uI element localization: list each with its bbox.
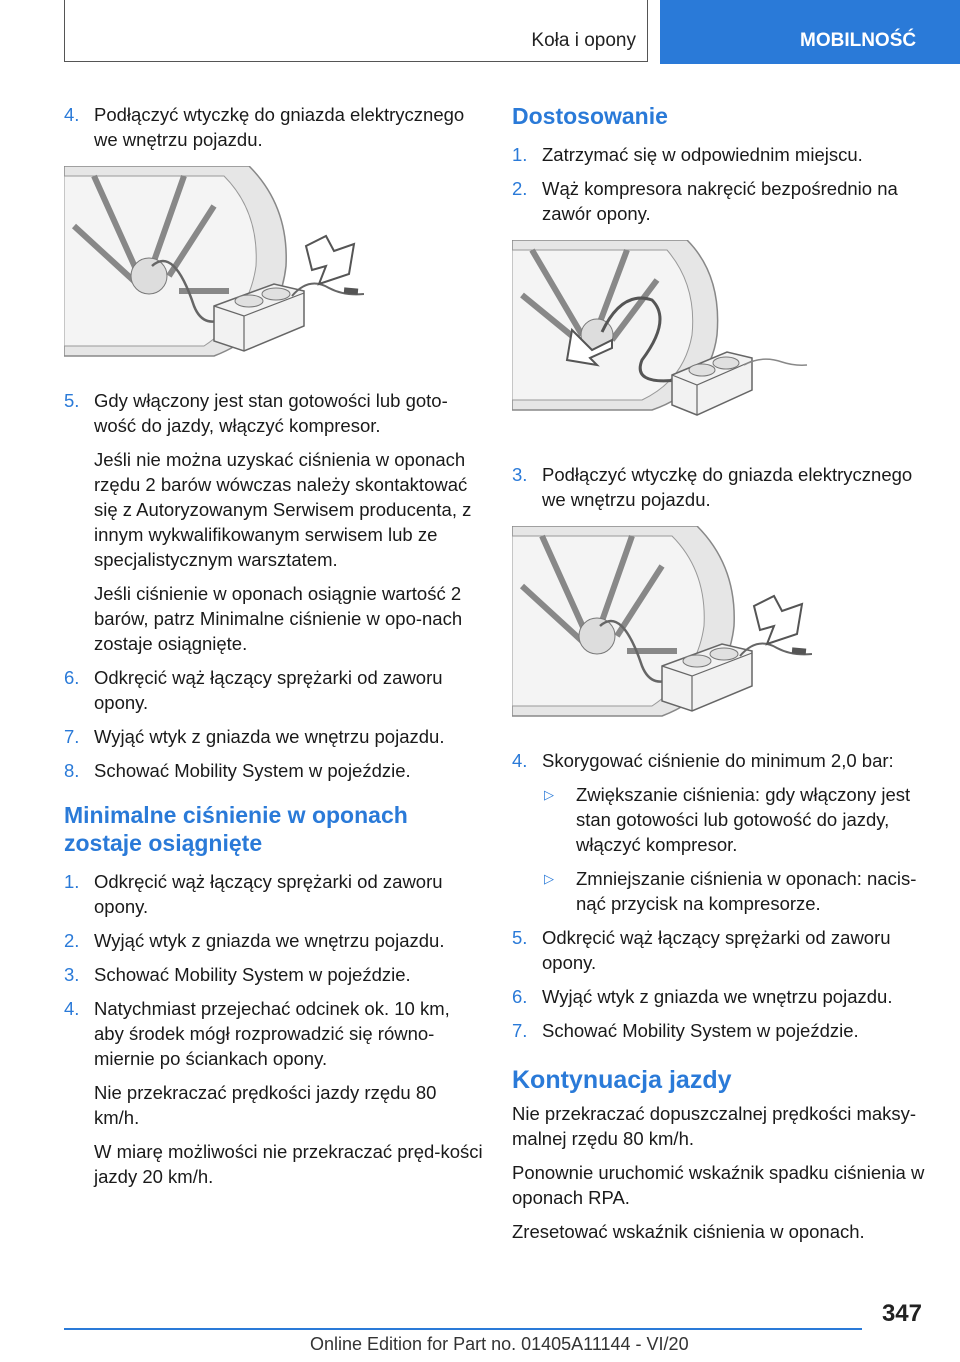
- step-text: Zatrzymać się w odpowiednim miejscu.: [542, 144, 863, 165]
- step-number: 3.: [64, 964, 80, 985]
- step-text: Odkręcić wąż łączący sprężarki od zaworu opony.: [94, 871, 443, 917]
- step-text: Skorygować ciśnienie do minimum 2,0 bar:: [542, 750, 894, 771]
- left-steps-c: [64, 869, 484, 1189]
- step-text: Podłączyć wtyczkę do gniazda elektrycznego we wnętrzu pojazdu.: [94, 104, 465, 150]
- step-text: Natychmiast przejechać odcinek ok. 10 km, aby środek mógł rozprowadzić się równo‐miernie po ściankach opony.: [94, 998, 450, 1069]
- step-number: 4.: [64, 104, 80, 125]
- list-item: [64, 962, 484, 987]
- sub-item: [542, 782, 932, 857]
- list-item: [64, 758, 484, 783]
- footer-divider: [64, 1328, 862, 1330]
- left-steps-b: [64, 388, 484, 783]
- triangle-bullet-icon: ▷: [544, 787, 554, 802]
- list-item: [512, 142, 932, 167]
- step-note: Jeśli ciśnienie w oponach osiągnie wartość 2 barów, patrz Minimalne ciśnienie w opo‐nach zostaje osiągnięte.: [94, 583, 463, 654]
- step-number: 5.: [512, 927, 528, 948]
- page-number: 347: [881, 1300, 922, 1327]
- step-note: W miarę możliwości nie przekraczać pręd‐kości jazdy 20 km/h.: [94, 1141, 483, 1187]
- list-item: [512, 748, 932, 916]
- list-item: [64, 724, 484, 749]
- right-steps-b: [512, 462, 932, 512]
- step-number: 3.: [512, 464, 528, 485]
- list-item: [64, 928, 484, 953]
- header-section-title: Koła i opony: [531, 30, 636, 51]
- section-heading: Minimalne ciśnienie w oponach zostaje osiągnięte: [64, 802, 408, 856]
- step-number: 5.: [64, 390, 80, 411]
- step-note: Nie przekraczać prędkości jazdy rzędu 80 km/h.: [94, 1082, 437, 1128]
- step-text: Wyjąć wtyk z gniazda we wnętrzu pojazdu.: [94, 726, 445, 747]
- list-item: [512, 1018, 932, 1043]
- step-text: Schować Mobility System w pojeździe.: [94, 760, 411, 781]
- left-steps-a: [64, 102, 484, 152]
- right-column: [512, 102, 932, 1253]
- step-number: 7.: [512, 1020, 528, 1041]
- section-heading: Dostosowanie: [512, 103, 668, 129]
- paragraph: Nie przekraczać dopuszczalnej prędkości maksy‐malnej rzędu 80 km/h.: [512, 1103, 917, 1149]
- step-text: Wyjąć wtyk z gniazda we wnętrzu pojazdu.: [542, 986, 893, 1007]
- right-steps-c: [512, 748, 932, 1043]
- step-number: 6.: [512, 986, 528, 1007]
- step-text: Gdy włączony jest stan gotowości lub goto‐wość do jazdy, włączyć kompresor.: [94, 390, 448, 436]
- list-item: [64, 996, 484, 1189]
- step-text: Odkręcić wąż łączący sprężarki od zaworu opony.: [94, 667, 443, 713]
- step-text: Odkręcić wąż łączący sprężarki od zaworu opony.: [542, 927, 891, 973]
- section-heading-large: Kontynuacja jazdy: [512, 1066, 732, 1094]
- sub-item: [542, 866, 932, 916]
- triangle-bullet-icon: ▷: [544, 871, 554, 886]
- sub-item-text: Zwiększanie ciśnienia: gdy włączony jest stan gotowości lub gotowość do jazdy, włączyć kompresor.: [576, 784, 911, 855]
- step-number: 1.: [64, 871, 80, 892]
- step-text: Schować Mobility System w pojeździe.: [94, 964, 411, 985]
- step-text: Wąż kompresora nakręcić bezpośrednio na zawór opony.: [542, 178, 898, 224]
- step-text: Wyjąć wtyk z gniazda we wnętrzu pojazdu.: [94, 930, 445, 951]
- header-chapter-tab: MOBILNOŚĆ: [660, 0, 960, 64]
- step-text: Podłączyć wtyczkę do gniazda elektrycznego we wnętrzu pojazdu.: [542, 464, 913, 510]
- compressor-plug-illustration: [64, 166, 364, 366]
- step-number: 1.: [512, 144, 528, 165]
- list-item: [64, 388, 484, 656]
- step-number: 7.: [64, 726, 80, 747]
- list-item: [64, 665, 484, 715]
- paragraph: Ponownie uruchomić wskaźnik spadku ciśnienia w oponach RPA.: [512, 1162, 925, 1208]
- paragraph: Zresetować wskaźnik ciśnienia w oponach.: [512, 1221, 865, 1242]
- list-item: [512, 984, 932, 1009]
- compressor-valve-illustration: [512, 240, 812, 440]
- step-number: 4.: [512, 750, 528, 771]
- list-item: [64, 102, 484, 152]
- list-item: [64, 869, 484, 919]
- step-number: 8.: [64, 760, 80, 781]
- footer-edition-text: Online Edition for Part no. 01405A11144 - VI/20: [310, 1334, 689, 1354]
- list-item: [512, 176, 932, 226]
- sub-item-text: Zmniejszanie ciśnienia w oponach: nacis‐nąć przycisk na kompresorze.: [576, 868, 917, 914]
- step-number: 4.: [64, 998, 80, 1019]
- list-item: [512, 462, 932, 512]
- left-column: [64, 102, 484, 1198]
- compressor-plug-illustration: [512, 526, 812, 726]
- list-item: [512, 925, 932, 975]
- right-steps-a: [512, 142, 932, 226]
- step-number: 6.: [64, 667, 80, 688]
- step-text: Schować Mobility System w pojeździe.: [542, 1020, 859, 1041]
- step-number: 2.: [64, 930, 80, 951]
- step-note: Jeśli nie można uzyskać ciśnienia w oponach rzędu 2 barów wówczas należy skontaktować się z Autoryzowanym Serwisem producenta, z innym wykwalifikowanym serwisem lub ze specjalistycznym warsztatem.: [94, 449, 472, 570]
- step-number: 2.: [512, 178, 528, 199]
